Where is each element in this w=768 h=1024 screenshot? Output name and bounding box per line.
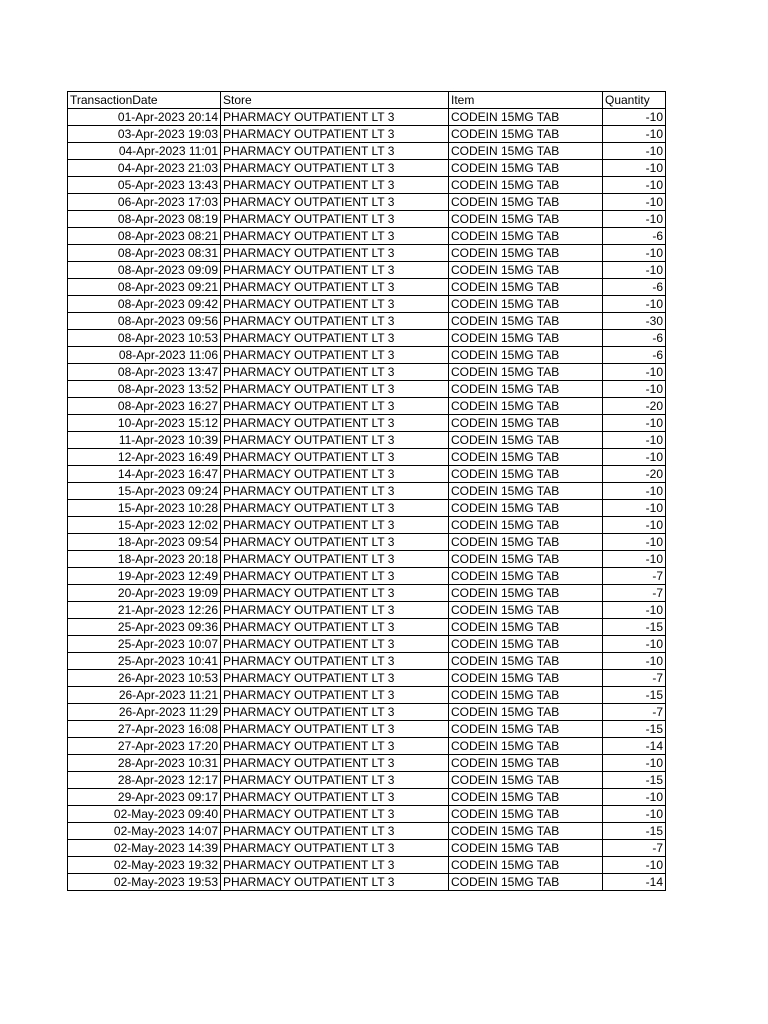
cell-item: CODEIN 15MG TAB [449,670,603,687]
cell-quantity: -20 [603,466,666,483]
cell-item: CODEIN 15MG TAB [449,517,603,534]
table-row [68,568,666,585]
cell-item: CODEIN 15MG TAB [449,296,603,313]
table-row [68,517,666,534]
cell-item: CODEIN 15MG TAB [449,228,603,245]
cell-item: CODEIN 15MG TAB [449,313,603,330]
table-row [68,330,666,347]
cell-transaction-date: 27-Apr-2023 16:08 [68,721,221,738]
cell-quantity: -10 [603,211,666,228]
cell-store: PHARMACY OUTPATIENT LT 3 [221,517,449,534]
cell-transaction-date: 02-May-2023 19:53 [68,874,221,891]
cell-transaction-date: 26-Apr-2023 11:29 [68,704,221,721]
table-row [68,551,666,568]
cell-quantity: -10 [603,449,666,466]
table-row [68,313,666,330]
cell-store: PHARMACY OUTPATIENT LT 3 [221,755,449,772]
cell-quantity: -10 [603,364,666,381]
table-row [68,381,666,398]
cell-item: CODEIN 15MG TAB [449,772,603,789]
table-row [68,143,666,160]
header-quantity: Quantity [603,92,666,109]
cell-item: CODEIN 15MG TAB [449,738,603,755]
cell-transaction-date: 18-Apr-2023 09:54 [68,534,221,551]
cell-item: CODEIN 15MG TAB [449,721,603,738]
cell-item: CODEIN 15MG TAB [449,585,603,602]
table-row [68,483,666,500]
table-row [68,687,666,704]
cell-item: CODEIN 15MG TAB [449,330,603,347]
cell-store: PHARMACY OUTPATIENT LT 3 [221,483,449,500]
cell-store: PHARMACY OUTPATIENT LT 3 [221,245,449,262]
cell-store: PHARMACY OUTPATIENT LT 3 [221,415,449,432]
cell-store: PHARMACY OUTPATIENT LT 3 [221,466,449,483]
cell-transaction-date: 04-Apr-2023 11:01 [68,143,221,160]
table-row [68,449,666,466]
cell-transaction-date: 28-Apr-2023 10:31 [68,755,221,772]
cell-transaction-date: 14-Apr-2023 16:47 [68,466,221,483]
cell-transaction-date: 08-Apr-2023 09:09 [68,262,221,279]
cell-transaction-date: 02-May-2023 14:07 [68,823,221,840]
table-row [68,874,666,891]
table-row [68,857,666,874]
cell-quantity: -10 [603,806,666,823]
table-row [68,653,666,670]
cell-store: PHARMACY OUTPATIENT LT 3 [221,364,449,381]
header-row [68,92,666,109]
cell-transaction-date: 02-May-2023 09:40 [68,806,221,823]
cell-item: CODEIN 15MG TAB [449,500,603,517]
cell-item: CODEIN 15MG TAB [449,109,603,126]
cell-item: CODEIN 15MG TAB [449,857,603,874]
cell-quantity: -10 [603,262,666,279]
cell-item: CODEIN 15MG TAB [449,840,603,857]
cell-item: CODEIN 15MG TAB [449,466,603,483]
table-row [68,347,666,364]
cell-transaction-date: 29-Apr-2023 09:17 [68,789,221,806]
cell-store: PHARMACY OUTPATIENT LT 3 [221,687,449,704]
cell-quantity: -10 [603,551,666,568]
table-row [68,177,666,194]
cell-store: PHARMACY OUTPATIENT LT 3 [221,109,449,126]
table-row [68,500,666,517]
cell-quantity: -14 [603,874,666,891]
table-row [68,823,666,840]
cell-store: PHARMACY OUTPATIENT LT 3 [221,636,449,653]
table-row [68,109,666,126]
table-body [68,109,666,891]
cell-store: PHARMACY OUTPATIENT LT 3 [221,143,449,160]
cell-quantity: -10 [603,483,666,500]
cell-quantity: -15 [603,772,666,789]
cell-transaction-date: 02-May-2023 14:39 [68,840,221,857]
cell-transaction-date: 05-Apr-2023 13:43 [68,177,221,194]
cell-store: PHARMACY OUTPATIENT LT 3 [221,551,449,568]
table-row [68,619,666,636]
cell-store: PHARMACY OUTPATIENT LT 3 [221,721,449,738]
cell-quantity: -10 [603,636,666,653]
cell-quantity: -30 [603,313,666,330]
table-row [68,772,666,789]
cell-transaction-date: 06-Apr-2023 17:03 [68,194,221,211]
table-row [68,398,666,415]
cell-item: CODEIN 15MG TAB [449,126,603,143]
cell-transaction-date: 26-Apr-2023 11:21 [68,687,221,704]
cell-store: PHARMACY OUTPATIENT LT 3 [221,313,449,330]
table-row [68,636,666,653]
cell-quantity: -10 [603,789,666,806]
cell-transaction-date: 25-Apr-2023 10:07 [68,636,221,653]
cell-quantity: -10 [603,143,666,160]
cell-store: PHARMACY OUTPATIENT LT 3 [221,823,449,840]
cell-item: CODEIN 15MG TAB [449,177,603,194]
table-row [68,126,666,143]
cell-transaction-date: 02-May-2023 19:32 [68,857,221,874]
cell-store: PHARMACY OUTPATIENT LT 3 [221,126,449,143]
table-row [68,245,666,262]
cell-transaction-date: 08-Apr-2023 09:56 [68,313,221,330]
cell-quantity: -7 [603,840,666,857]
cell-quantity: -6 [603,347,666,364]
cell-quantity: -20 [603,398,666,415]
cell-item: CODEIN 15MG TAB [449,789,603,806]
table-row [68,738,666,755]
cell-quantity: -6 [603,279,666,296]
table-row [68,602,666,619]
cell-quantity: -10 [603,177,666,194]
cell-store: PHARMACY OUTPATIENT LT 3 [221,772,449,789]
cell-item: CODEIN 15MG TAB [449,568,603,585]
cell-item: CODEIN 15MG TAB [449,874,603,891]
cell-quantity: -10 [603,160,666,177]
cell-transaction-date: 03-Apr-2023 19:03 [68,126,221,143]
cell-quantity: -10 [603,415,666,432]
cell-item: CODEIN 15MG TAB [449,534,603,551]
cell-item: CODEIN 15MG TAB [449,602,603,619]
cell-quantity: -7 [603,670,666,687]
table-row [68,721,666,738]
cell-store: PHARMACY OUTPATIENT LT 3 [221,500,449,517]
cell-transaction-date: 25-Apr-2023 09:36 [68,619,221,636]
cell-store: PHARMACY OUTPATIENT LT 3 [221,670,449,687]
cell-store: PHARMACY OUTPATIENT LT 3 [221,449,449,466]
cell-store: PHARMACY OUTPATIENT LT 3 [221,381,449,398]
cell-store: PHARMACY OUTPATIENT LT 3 [221,806,449,823]
header-store: Store [221,92,449,109]
table-row [68,585,666,602]
cell-quantity: -15 [603,823,666,840]
cell-transaction-date: 08-Apr-2023 09:42 [68,296,221,313]
cell-quantity: -10 [603,755,666,772]
cell-quantity: -6 [603,330,666,347]
table-row [68,704,666,721]
table-row [68,755,666,772]
cell-quantity: -10 [603,245,666,262]
cell-quantity: -10 [603,296,666,313]
cell-item: CODEIN 15MG TAB [449,211,603,228]
cell-quantity: -10 [603,194,666,211]
cell-item: CODEIN 15MG TAB [449,636,603,653]
cell-quantity: -10 [603,602,666,619]
cell-item: CODEIN 15MG TAB [449,653,603,670]
cell-quantity: -10 [603,653,666,670]
table-row [68,279,666,296]
cell-item: CODEIN 15MG TAB [449,449,603,466]
cell-transaction-date: 08-Apr-2023 10:53 [68,330,221,347]
cell-store: PHARMACY OUTPATIENT LT 3 [221,653,449,670]
cell-item: CODEIN 15MG TAB [449,364,603,381]
table-row [68,789,666,806]
cell-transaction-date: 18-Apr-2023 20:18 [68,551,221,568]
cell-quantity: -14 [603,738,666,755]
cell-store: PHARMACY OUTPATIENT LT 3 [221,585,449,602]
cell-transaction-date: 27-Apr-2023 17:20 [68,738,221,755]
cell-store: PHARMACY OUTPATIENT LT 3 [221,432,449,449]
cell-quantity: -10 [603,381,666,398]
cell-store: PHARMACY OUTPATIENT LT 3 [221,194,449,211]
cell-transaction-date: 08-Apr-2023 08:19 [68,211,221,228]
cell-transaction-date: 28-Apr-2023 12:17 [68,772,221,789]
cell-item: CODEIN 15MG TAB [449,398,603,415]
cell-item: CODEIN 15MG TAB [449,245,603,262]
cell-transaction-date: 26-Apr-2023 10:53 [68,670,221,687]
cell-item: CODEIN 15MG TAB [449,823,603,840]
table-row [68,415,666,432]
cell-store: PHARMACY OUTPATIENT LT 3 [221,279,449,296]
table-row [68,806,666,823]
cell-transaction-date: 08-Apr-2023 09:21 [68,279,221,296]
cell-quantity: -7 [603,568,666,585]
table-row [68,364,666,381]
cell-quantity: -10 [603,517,666,534]
cell-transaction-date: 15-Apr-2023 12:02 [68,517,221,534]
cell-item: CODEIN 15MG TAB [449,347,603,364]
cell-transaction-date: 08-Apr-2023 16:27 [68,398,221,415]
cell-store: PHARMACY OUTPATIENT LT 3 [221,619,449,636]
cell-item: CODEIN 15MG TAB [449,381,603,398]
cell-store: PHARMACY OUTPATIENT LT 3 [221,704,449,721]
cell-transaction-date: 08-Apr-2023 13:52 [68,381,221,398]
cell-quantity: -10 [603,432,666,449]
cell-transaction-date: 08-Apr-2023 08:31 [68,245,221,262]
cell-store: PHARMACY OUTPATIENT LT 3 [221,296,449,313]
cell-item: CODEIN 15MG TAB [449,687,603,704]
cell-quantity: -7 [603,704,666,721]
cell-quantity: -10 [603,126,666,143]
table-row [68,262,666,279]
transaction-sheet [67,91,666,891]
table-row [68,534,666,551]
cell-item: CODEIN 15MG TAB [449,483,603,500]
cell-transaction-date: 25-Apr-2023 10:41 [68,653,221,670]
transaction-table [67,91,666,891]
cell-item: CODEIN 15MG TAB [449,262,603,279]
cell-transaction-date: 19-Apr-2023 12:49 [68,568,221,585]
cell-transaction-date: 11-Apr-2023 10:39 [68,432,221,449]
cell-store: PHARMACY OUTPATIENT LT 3 [221,228,449,245]
cell-transaction-date: 08-Apr-2023 08:21 [68,228,221,245]
table-row [68,211,666,228]
cell-transaction-date: 21-Apr-2023 12:26 [68,602,221,619]
cell-transaction-date: 04-Apr-2023 21:03 [68,160,221,177]
cell-store: PHARMACY OUTPATIENT LT 3 [221,211,449,228]
cell-transaction-date: 08-Apr-2023 11:06 [68,347,221,364]
cell-store: PHARMACY OUTPATIENT LT 3 [221,330,449,347]
cell-item: CODEIN 15MG TAB [449,415,603,432]
cell-quantity: -7 [603,585,666,602]
cell-transaction-date: 08-Apr-2023 13:47 [68,364,221,381]
cell-store: PHARMACY OUTPATIENT LT 3 [221,789,449,806]
cell-quantity: -10 [603,500,666,517]
cell-item: CODEIN 15MG TAB [449,704,603,721]
cell-quantity: -10 [603,857,666,874]
cell-item: CODEIN 15MG TAB [449,432,603,449]
table-row [68,296,666,313]
cell-quantity: -10 [603,534,666,551]
header-item: Item [449,92,603,109]
cell-store: PHARMACY OUTPATIENT LT 3 [221,347,449,364]
table-row [68,670,666,687]
cell-quantity: -15 [603,721,666,738]
cell-item: CODEIN 15MG TAB [449,551,603,568]
cell-store: PHARMACY OUTPATIENT LT 3 [221,160,449,177]
cell-transaction-date: 15-Apr-2023 10:28 [68,500,221,517]
cell-item: CODEIN 15MG TAB [449,194,603,211]
table-row [68,160,666,177]
cell-store: PHARMACY OUTPATIENT LT 3 [221,602,449,619]
table-row [68,228,666,245]
cell-quantity: -15 [603,619,666,636]
cell-quantity: -10 [603,109,666,126]
cell-store: PHARMACY OUTPATIENT LT 3 [221,840,449,857]
cell-store: PHARMACY OUTPATIENT LT 3 [221,857,449,874]
cell-transaction-date: 20-Apr-2023 19:09 [68,585,221,602]
cell-store: PHARMACY OUTPATIENT LT 3 [221,874,449,891]
cell-quantity: -15 [603,687,666,704]
cell-item: CODEIN 15MG TAB [449,160,603,177]
cell-store: PHARMACY OUTPATIENT LT 3 [221,738,449,755]
cell-item: CODEIN 15MG TAB [449,279,603,296]
header-transaction-date: TransactionDate [68,92,221,109]
cell-item: CODEIN 15MG TAB [449,619,603,636]
cell-item: CODEIN 15MG TAB [449,755,603,772]
table-row [68,194,666,211]
cell-transaction-date: 12-Apr-2023 16:49 [68,449,221,466]
cell-item: CODEIN 15MG TAB [449,806,603,823]
cell-store: PHARMACY OUTPATIENT LT 3 [221,177,449,194]
table-row [68,466,666,483]
cell-transaction-date: 15-Apr-2023 09:24 [68,483,221,500]
cell-store: PHARMACY OUTPATIENT LT 3 [221,398,449,415]
cell-store: PHARMACY OUTPATIENT LT 3 [221,262,449,279]
cell-transaction-date: 10-Apr-2023 15:12 [68,415,221,432]
cell-quantity: -6 [603,228,666,245]
table-row [68,432,666,449]
table-row [68,840,666,857]
cell-item: CODEIN 15MG TAB [449,143,603,160]
cell-store: PHARMACY OUTPATIENT LT 3 [221,568,449,585]
cell-transaction-date: 01-Apr-2023 20:14 [68,109,221,126]
cell-store: PHARMACY OUTPATIENT LT 3 [221,534,449,551]
